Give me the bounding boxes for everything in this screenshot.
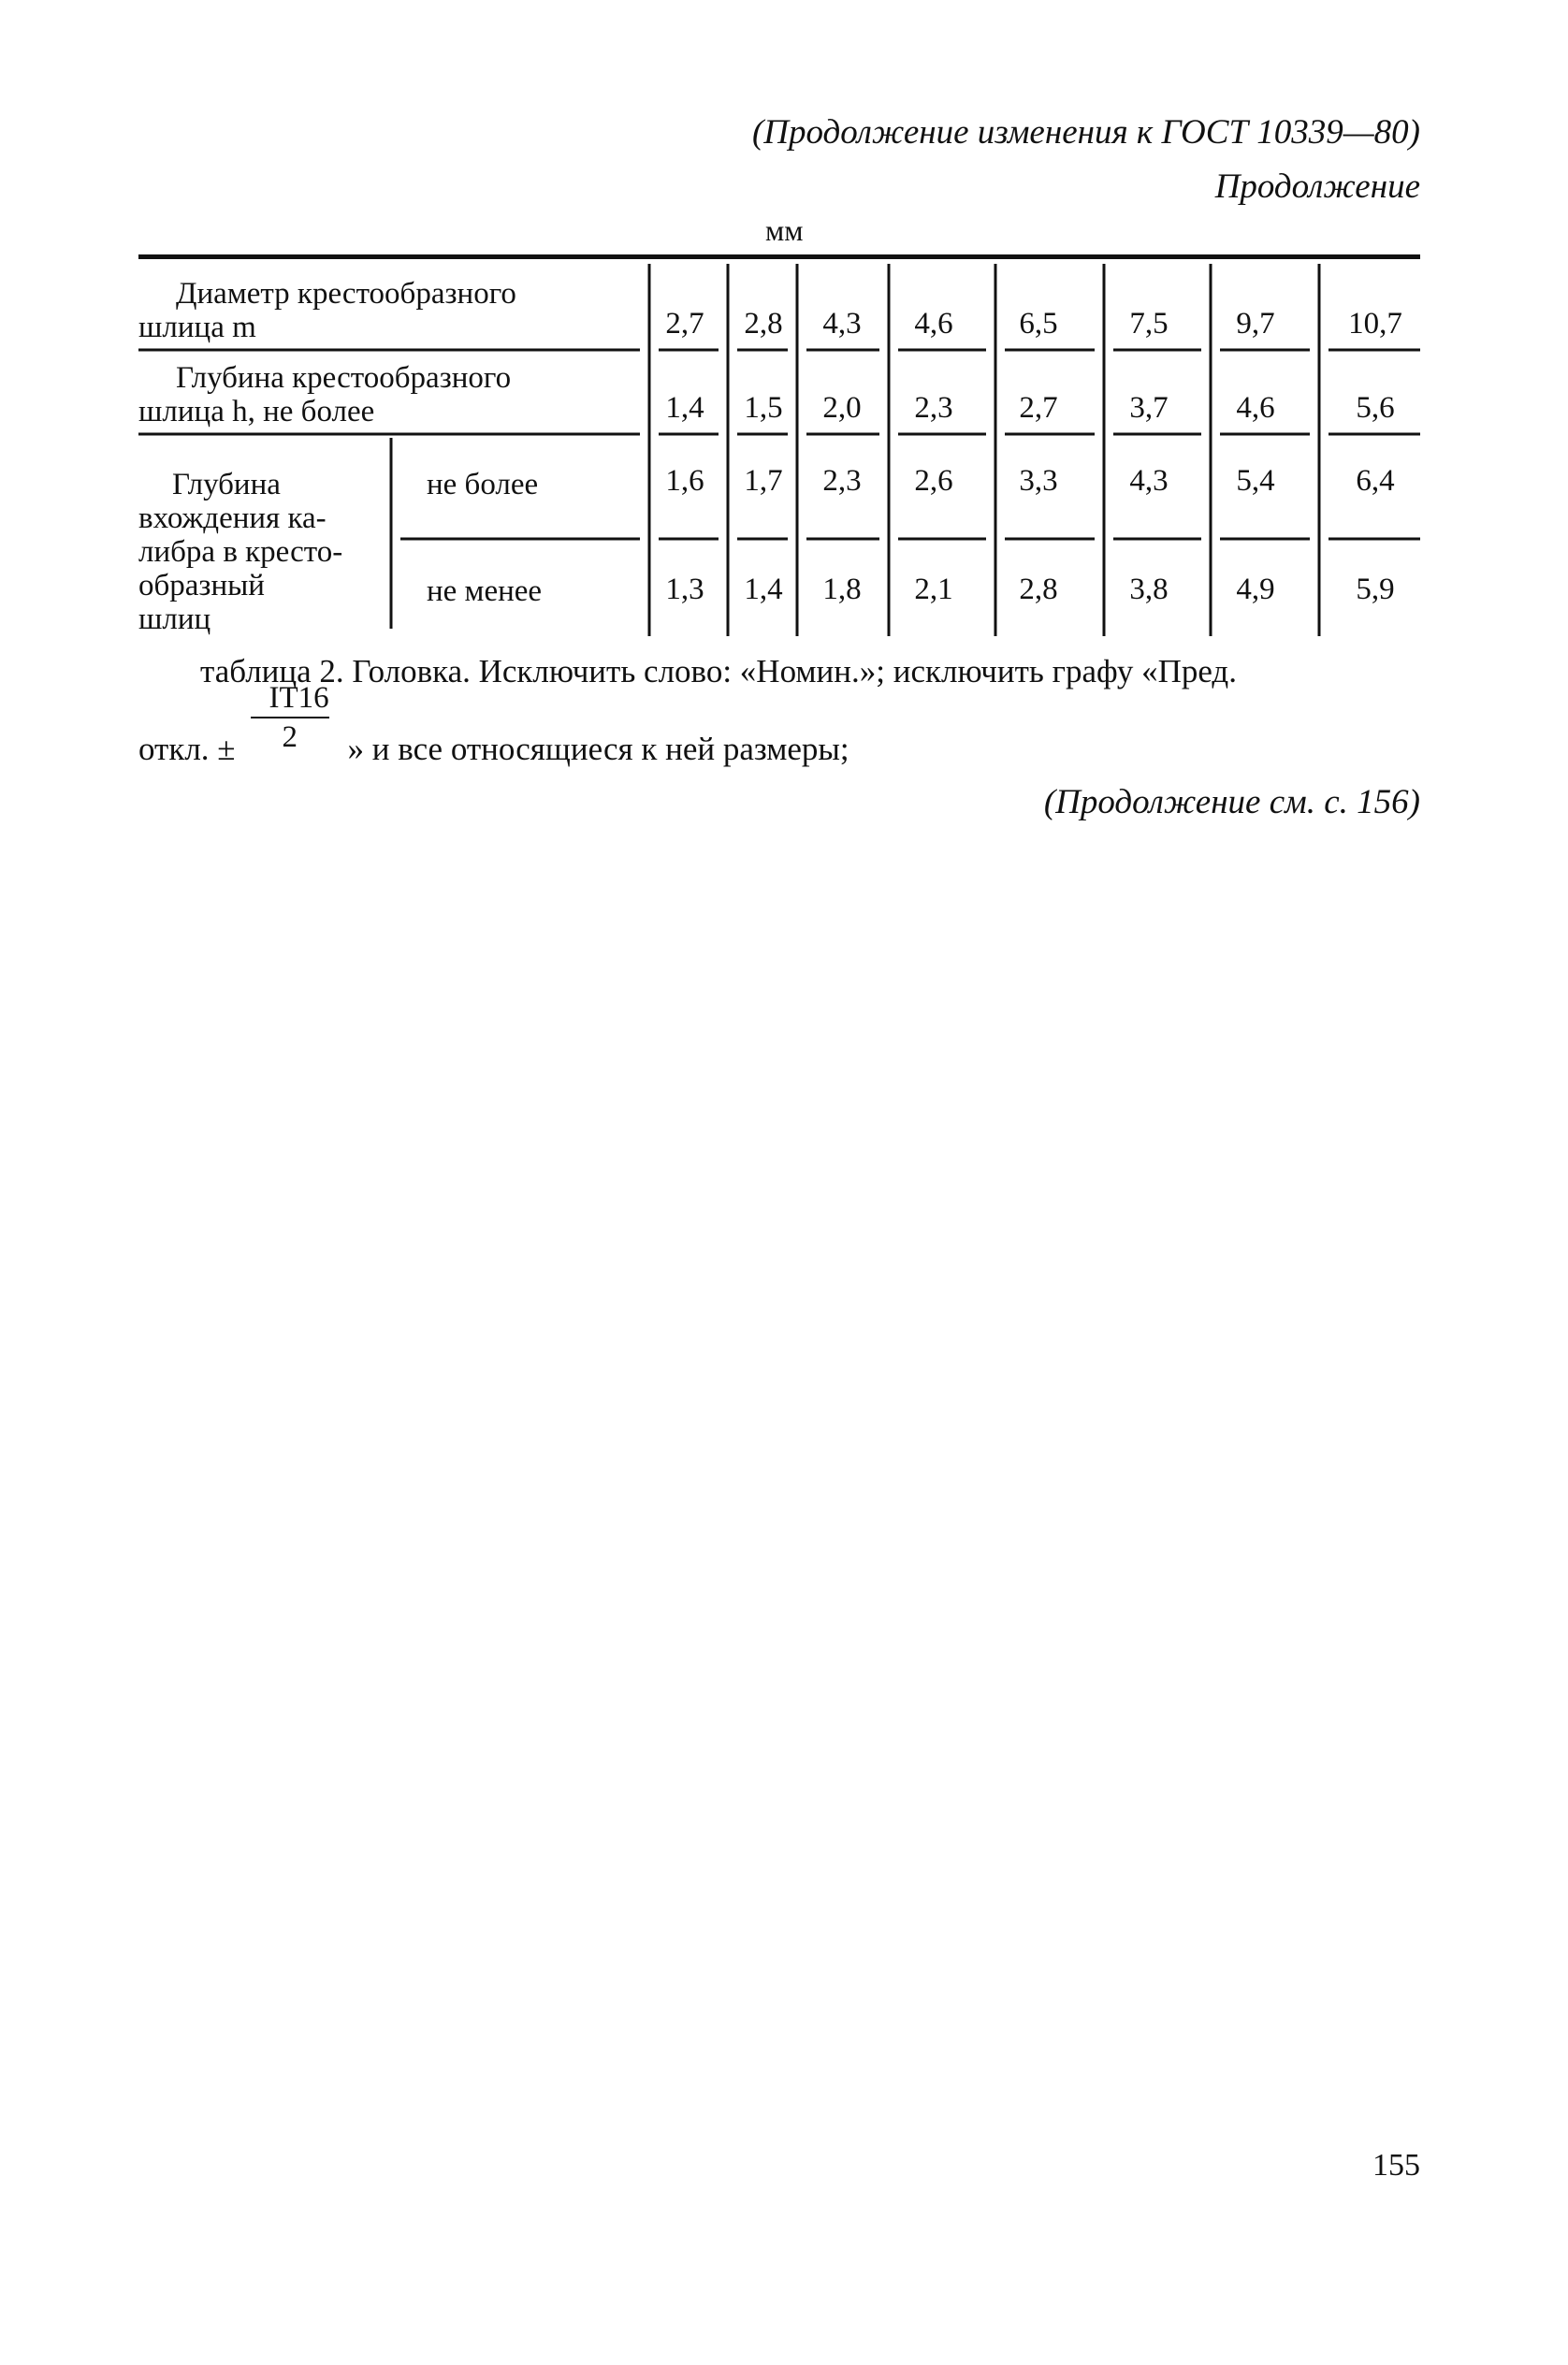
row3a-value-2: 1,7 (744, 464, 783, 498)
row1-value-8: 10,7 (1348, 307, 1402, 341)
row3-label-line1: Глубина (172, 468, 281, 501)
fraction (236, 681, 348, 760)
row2-label-line1: Глубина крестообразного (176, 361, 512, 395)
unit-label: мм (765, 213, 804, 247)
row3b-value-2: 1,4 (744, 573, 783, 606)
row1-value-4: 4,6 (914, 307, 953, 341)
row3a-value-5: 3,3 (1019, 464, 1058, 498)
row1-label-line1: Диаметр крестообразного (176, 277, 516, 311)
row3a-value-1: 1,6 (665, 464, 704, 498)
row1-value-3: 4,3 (822, 307, 862, 341)
header-title: (Продолжение изменения к ГОСТ 10339—80) (751, 113, 1420, 152)
row3b-value-1: 1,3 (665, 573, 704, 606)
row2-value-5: 2,7 (1019, 391, 1058, 425)
row3b-value-6: 3,8 (1129, 573, 1169, 606)
header-continuation: Продолжение (1214, 167, 1420, 206)
row3a-value-4: 2,6 (914, 464, 953, 498)
row2-value-6: 3,7 (1129, 391, 1169, 425)
paragraph-line2 (138, 681, 1422, 768)
row2-value-8: 5,6 (1356, 391, 1395, 425)
row2-value-4: 2,3 (914, 391, 953, 425)
fraction-denominator: 2 (282, 720, 298, 754)
row3a-value-8: 6,4 (1356, 464, 1395, 498)
row3a-value-3: 2,3 (822, 464, 862, 498)
row3-label-line2: вхождения ка- (138, 501, 327, 535)
row3b-value-3: 1,8 (822, 573, 862, 606)
row2-value-1: 1,4 (665, 391, 704, 425)
row2-value-7: 4,6 (1236, 391, 1275, 425)
row3-label-line4: образный (138, 569, 265, 602)
row3b-sub-label: не менее (427, 574, 543, 608)
row3-label-line3: либра в кресто- (138, 535, 343, 569)
row1-value-7: 9,7 (1236, 307, 1275, 341)
page-number: 155 (1372, 2148, 1420, 2183)
fraction-numerator: IT16 (269, 681, 329, 715)
row1-value-2: 2,8 (744, 307, 783, 341)
row1-value-5: 6,5 (1019, 307, 1058, 341)
row2-value-2: 1,5 (744, 391, 783, 425)
row2-label-line2: шлица h, не более (138, 395, 375, 428)
fraction-bar (251, 717, 329, 718)
row3b-value-8: 5,9 (1356, 573, 1395, 606)
paragraph-line2-end: » и все относящиеся к ней размеры; (347, 731, 849, 767)
continuation-note: (Продолжение см. с. 156) (1043, 783, 1420, 821)
row3b-value-5: 2,8 (1019, 573, 1058, 606)
row3-label-line5: шлиц (138, 602, 211, 636)
paragraph-line2-start: откл. ± (138, 731, 236, 767)
row3a-value-6: 4,3 (1129, 464, 1169, 498)
row1-value-6: 7,5 (1129, 307, 1169, 341)
row3b-value-7: 4,9 (1236, 573, 1275, 606)
row3a-value-7: 5,4 (1236, 464, 1275, 498)
paragraph-line1: таблица 2. Головка. Исключить слово: «Номин.»; исключить графу «Пред. (200, 653, 1237, 689)
row1-label-line2: шлица m (138, 311, 256, 344)
row1-value-1: 2,7 (665, 307, 704, 341)
row3a-sub-label: не более (427, 468, 539, 501)
row2-value-3: 2,0 (822, 391, 862, 425)
row3b-value-4: 2,1 (914, 573, 953, 606)
